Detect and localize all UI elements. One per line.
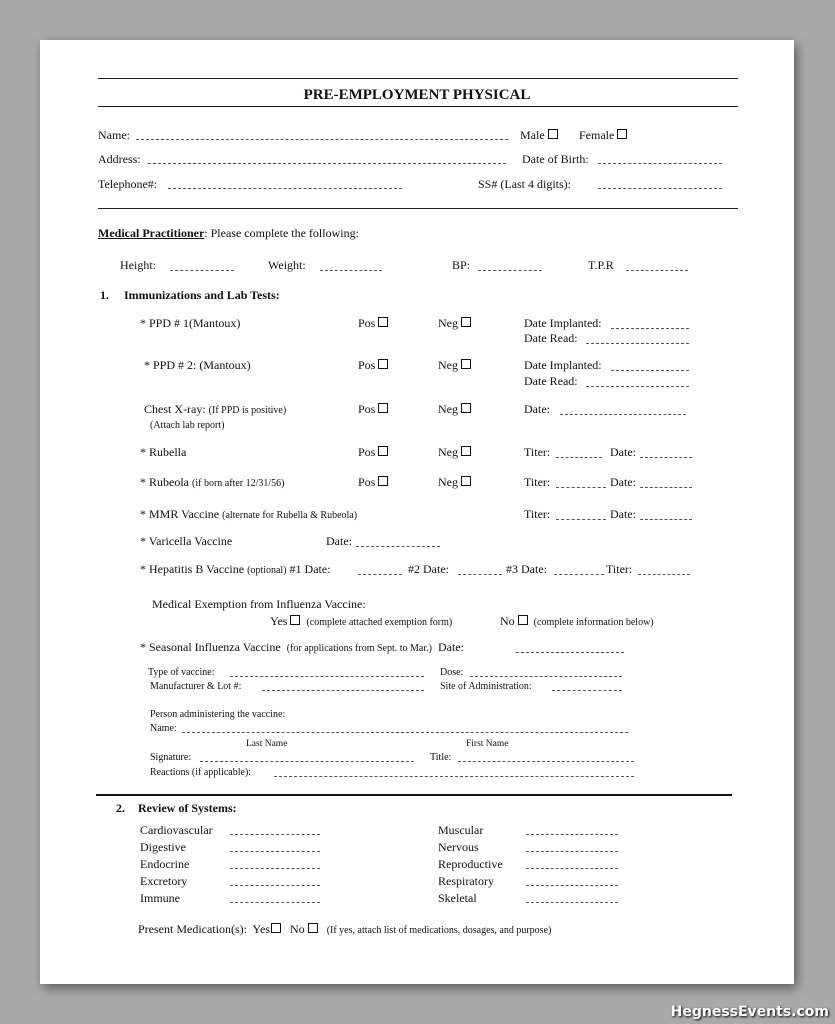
ros-reproductive: Reproductive bbox=[438, 857, 503, 871]
site-label: Site of Administration: bbox=[440, 681, 532, 692]
present-med-no[interactable] bbox=[290, 922, 318, 936]
seasonal-date-label: Date: bbox=[437, 640, 464, 654]
varicella-label: * Varicella Vaccine bbox=[140, 534, 233, 548]
ppd1-date-read-field[interactable] bbox=[586, 342, 689, 344]
present-med-note: (If yes, attach list of medications, dosages, and purpose) bbox=[326, 925, 552, 936]
rubeola-pos[interactable] bbox=[358, 475, 388, 489]
ppd2-date-implanted-label: Date Implanted: bbox=[524, 358, 602, 372]
telephone-field[interactable] bbox=[168, 187, 402, 189]
chest-date-label: Date: bbox=[524, 402, 550, 416]
ssn-label: SS# (Last 4 digits): bbox=[478, 177, 572, 191]
ppd1-date-implanted-label: Date Implanted: bbox=[524, 316, 602, 330]
address-label: Address: bbox=[98, 152, 141, 166]
chest-xray-note: (If PPD is positive) bbox=[208, 405, 287, 416]
exemption-yes-checkbox[interactable] bbox=[290, 615, 300, 625]
hepb-3-field[interactable] bbox=[554, 573, 604, 575]
ros-excretory-field[interactable] bbox=[230, 884, 320, 886]
rubeola-note: (if born after 12/31/56) bbox=[192, 478, 285, 489]
ppd2-date-implanted-field[interactable] bbox=[611, 369, 689, 371]
rubella-neg[interactable] bbox=[438, 445, 471, 459]
ros-nervous: Nervous bbox=[438, 840, 479, 854]
first-name-caption: First Name bbox=[466, 739, 509, 749]
rubeola-date-label: Date: bbox=[610, 475, 636, 489]
male-checkbox[interactable] bbox=[548, 129, 558, 139]
signature-label: Signature: bbox=[150, 752, 192, 763]
mmr-date-label: Date: bbox=[610, 507, 636, 521]
rubeola-neg-checkbox[interactable] bbox=[461, 476, 471, 486]
rubella-titer-label: Titer: bbox=[524, 445, 551, 459]
weight-field[interactable] bbox=[320, 269, 382, 271]
female-label: Female bbox=[579, 128, 615, 142]
present-med-no-checkbox[interactable] bbox=[308, 923, 318, 933]
ros-digestive: Digestive bbox=[140, 840, 186, 854]
ppd1-pos-checkbox[interactable] bbox=[378, 317, 388, 327]
dose-label: Dose: bbox=[440, 667, 464, 678]
ros-skeletal: Skeletal bbox=[438, 891, 477, 905]
rubeola-neg[interactable] bbox=[438, 475, 471, 489]
person-label: Person administering the vaccine: bbox=[150, 709, 286, 720]
ros-endocrine: Endocrine bbox=[140, 857, 190, 871]
section2-number: 2. bbox=[116, 801, 125, 815]
neg-label: Neg bbox=[438, 316, 458, 330]
seasonal-note: (for applications from Sept. to Mar.) bbox=[286, 643, 432, 654]
address-field[interactable] bbox=[148, 162, 506, 164]
weight-label: Weight: bbox=[268, 258, 306, 272]
rubeola-label: * Rubeola bbox=[140, 475, 189, 489]
ppd2-neg-checkbox[interactable] bbox=[461, 359, 471, 369]
ros-nervous-field[interactable] bbox=[526, 850, 618, 852]
hepb-2-field[interactable] bbox=[458, 573, 502, 575]
tpr-field[interactable] bbox=[626, 269, 688, 271]
ros-immune: Immune bbox=[140, 891, 180, 905]
hepb-2-label: #2 Date: bbox=[408, 562, 449, 576]
pos-label: Pos bbox=[358, 475, 376, 489]
male-label: Male bbox=[520, 128, 545, 142]
practitioner-heading-line bbox=[98, 226, 359, 240]
ppd1-neg-checkbox[interactable] bbox=[461, 317, 471, 327]
ssn-field[interactable] bbox=[598, 187, 722, 189]
mmr-date-field[interactable] bbox=[640, 518, 692, 520]
female-checkbox[interactable] bbox=[617, 129, 627, 139]
rubella-pos-checkbox[interactable] bbox=[378, 446, 388, 456]
hepb-titer-field[interactable] bbox=[638, 573, 690, 575]
title-top-rule bbox=[98, 78, 738, 79]
title-field[interactable] bbox=[458, 760, 634, 762]
hepb-3-label: #3 Date: bbox=[506, 562, 547, 576]
dob-label: Date of Birth: bbox=[522, 152, 589, 166]
dob-field[interactable] bbox=[598, 162, 722, 164]
present-med-no-label: No bbox=[290, 922, 305, 936]
ppd2-label: * PPD # 2: (Mantoux) bbox=[144, 358, 251, 372]
section1-number: 1. bbox=[100, 288, 109, 302]
ros-respiratory-field[interactable] bbox=[526, 884, 618, 886]
present-med-yes-label: Yes bbox=[252, 922, 271, 936]
title-label: Title: bbox=[430, 752, 452, 763]
rubeola-date-field[interactable] bbox=[640, 486, 692, 488]
ppd2-neg[interactable] bbox=[438, 358, 471, 372]
chest-xray-note2: (Attach lab report) bbox=[150, 420, 225, 431]
hepb-1-label: #1 Date: bbox=[289, 562, 331, 576]
rubeola-titer-label: Titer: bbox=[524, 475, 551, 489]
name-label: Name: bbox=[98, 128, 130, 142]
watermark: HegnessEvents.com bbox=[670, 1004, 829, 1020]
chest-neg-checkbox[interactable] bbox=[461, 403, 471, 413]
ros-reproductive-field[interactable] bbox=[526, 867, 618, 869]
bp-field[interactable] bbox=[478, 269, 542, 271]
exemption-no-note: (complete information below) bbox=[533, 617, 654, 628]
rubella-date-label: Date: bbox=[610, 445, 636, 459]
dose-field[interactable] bbox=[470, 675, 622, 677]
neg-label: Neg bbox=[438, 475, 458, 489]
ppd1-neg[interactable] bbox=[438, 316, 471, 330]
practitioner-instruction: : Please complete the following: bbox=[204, 226, 359, 240]
reactions-field[interactable] bbox=[274, 775, 634, 777]
bp-label: BP: bbox=[452, 258, 471, 272]
tpr-label: T.P.R bbox=[588, 258, 614, 272]
last-name-caption: Last Name bbox=[246, 739, 288, 749]
ros-cardiovascular-field[interactable] bbox=[230, 833, 320, 835]
rubeola-line bbox=[140, 475, 284, 491]
manufacturer-field[interactable] bbox=[262, 689, 424, 691]
ppd1-date-read-label: Date Read: bbox=[524, 331, 578, 345]
chest-xray-line bbox=[144, 402, 286, 418]
type-of-vaccine-label: Type of vaccine: bbox=[148, 667, 215, 678]
site-field[interactable] bbox=[552, 689, 622, 691]
ros-muscular-field[interactable] bbox=[526, 833, 618, 835]
height-field[interactable] bbox=[170, 269, 234, 271]
type-of-vaccine-field[interactable] bbox=[230, 675, 424, 677]
present-med-yes-checkbox[interactable] bbox=[271, 923, 281, 933]
chest-neg[interactable] bbox=[438, 402, 471, 416]
telephone-label: Telephone#: bbox=[98, 177, 158, 191]
hepb-1-field[interactable] bbox=[358, 573, 402, 575]
pos-label: Pos bbox=[358, 316, 376, 330]
present-medication-line bbox=[138, 922, 551, 938]
neg-label: Neg bbox=[438, 358, 458, 372]
ros-digestive-field[interactable] bbox=[230, 850, 320, 852]
section1-heading: Immunizations and Lab Tests: bbox=[124, 288, 280, 302]
exemption-label: Medical Exemption from Influenza Vaccine: bbox=[152, 597, 366, 611]
person-name-label: Name: bbox=[150, 723, 177, 734]
ppd2-pos[interactable] bbox=[358, 358, 388, 372]
rubella-date-field[interactable] bbox=[640, 456, 692, 458]
varicella-date-field[interactable] bbox=[356, 545, 440, 547]
varicella-date-label: Date: bbox=[326, 534, 352, 548]
ros-excretory: Excretory bbox=[140, 874, 188, 888]
male-option[interactable] bbox=[520, 128, 558, 142]
exemption-yes-label: Yes bbox=[270, 614, 288, 628]
person-name-field[interactable] bbox=[182, 731, 628, 733]
neg-label: Neg bbox=[438, 402, 458, 416]
manufacturer-label: Manufacturer & Lot #: bbox=[150, 681, 242, 692]
title-bottom-rule bbox=[98, 106, 738, 107]
rubella-neg-checkbox[interactable] bbox=[461, 446, 471, 456]
seasonal-label: * Seasonal Influenza Vaccine bbox=[140, 640, 281, 654]
present-med-yes[interactable] bbox=[253, 922, 281, 936]
height-label: Height: bbox=[120, 258, 156, 272]
mmr-line bbox=[140, 507, 357, 523]
signature-field[interactable] bbox=[200, 760, 414, 762]
exemption-no[interactable] bbox=[500, 614, 654, 630]
mmr-titer-label: Titer: bbox=[524, 507, 551, 521]
practitioner-heading: Medical Practitioner bbox=[98, 226, 205, 240]
rubella-label: * Rubella bbox=[140, 445, 187, 459]
neg-label: Neg bbox=[438, 445, 458, 459]
hepb-line bbox=[140, 562, 331, 578]
present-medication-label: Present Medication(s): bbox=[138, 922, 247, 936]
ppd2-date-read-field[interactable] bbox=[586, 385, 689, 387]
pos-label: Pos bbox=[358, 402, 376, 416]
seasonal-date-field[interactable] bbox=[516, 651, 624, 653]
ros-cardiovascular: Cardiovascular bbox=[140, 823, 213, 837]
rubella-titer-field[interactable] bbox=[556, 456, 602, 458]
hepb-note: (optional) bbox=[247, 565, 287, 576]
seasonal-line bbox=[140, 640, 464, 656]
hepb-titer-label: Titer: bbox=[606, 562, 633, 576]
ros-immune-field[interactable] bbox=[230, 901, 320, 903]
hepb-label: * Hepatitis B Vaccine bbox=[140, 562, 245, 576]
exemption-no-label: No bbox=[500, 614, 515, 628]
ppd2-date-read-label: Date Read: bbox=[524, 374, 578, 388]
ros-respiratory: Respiratory bbox=[438, 874, 494, 888]
female-option[interactable] bbox=[579, 128, 627, 142]
chest-xray-label: Chest X-ray: bbox=[144, 402, 206, 416]
name-field[interactable] bbox=[136, 138, 508, 140]
exemption-yes-note: (complete attached exemption form) bbox=[306, 617, 453, 628]
mmr-note: (alternate for Rubella & Rubeola) bbox=[222, 510, 358, 521]
mmr-titer-field[interactable] bbox=[556, 518, 606, 520]
chest-date-field[interactable] bbox=[560, 413, 686, 415]
rubella-pos[interactable] bbox=[358, 445, 388, 459]
ppd1-date-implanted-field[interactable] bbox=[611, 327, 689, 329]
rubeola-titer-field[interactable] bbox=[556, 486, 606, 488]
ppd2-pos-checkbox[interactable] bbox=[378, 359, 388, 369]
chest-pos[interactable] bbox=[358, 402, 388, 416]
pos-label: Pos bbox=[358, 445, 376, 459]
form-title: PRE-EMPLOYMENT PHYSICAL bbox=[303, 87, 531, 103]
reactions-label: Reactions (if applicable): bbox=[150, 767, 252, 778]
chest-pos-checkbox[interactable] bbox=[378, 403, 388, 413]
section2-heading: Review of Systems: bbox=[138, 801, 237, 815]
exemption-yes[interactable] bbox=[270, 614, 452, 630]
rubeola-pos-checkbox[interactable] bbox=[378, 476, 388, 486]
mmr-label: * MMR Vaccine bbox=[140, 507, 220, 521]
form-page bbox=[40, 40, 794, 984]
pos-label: Pos bbox=[358, 358, 376, 372]
exemption-no-checkbox[interactable] bbox=[518, 615, 528, 625]
info-divider bbox=[98, 208, 738, 209]
ros-skeletal-field[interactable] bbox=[526, 901, 618, 903]
ros-muscular: Muscular bbox=[438, 823, 484, 837]
section2-rule bbox=[96, 794, 732, 796]
ppd1-pos[interactable] bbox=[358, 316, 388, 330]
ppd1-label: * PPD # 1(Mantoux) bbox=[140, 316, 241, 330]
ros-endocrine-field[interactable] bbox=[230, 867, 320, 869]
